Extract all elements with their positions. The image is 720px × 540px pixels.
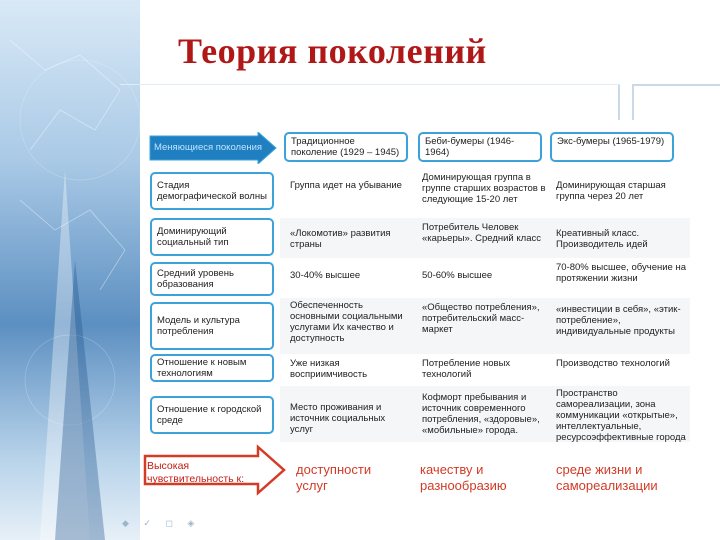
table-cell: Обеспеченность основными социальными услугами Их качество и доступность <box>290 300 403 344</box>
table-cell: Потребитель Человек «карьеры». Средний класс <box>422 222 541 244</box>
table-cell: Уже низкая восприимчивость <box>290 358 368 380</box>
table-cell: 30-40% высшее <box>290 270 361 281</box>
table-cell: «Общество потребления», потребительский масс-маркет <box>422 302 540 335</box>
generation-header-ex-boomers: Экс-бумеры (1965-1979) <box>550 132 674 162</box>
sensitivity-value: доступности услуг <box>296 462 372 493</box>
table-cell: Доминирующая группа в группе старших возрастов в следующие 15-20 лет <box>422 172 546 205</box>
generation-header-baby-boomers: Беби-бумеры (1946-1964) <box>418 132 542 162</box>
table-cell: Место проживания и источник социальных услуг <box>290 402 386 435</box>
row-label-social-type: Доминирующий социальный тип <box>150 218 274 256</box>
table-cell: Доминирующая старшая группа через 20 лет <box>556 180 666 202</box>
sensitivity-value: среде жизни и самореализации <box>556 462 658 493</box>
decor-line <box>632 84 720 86</box>
sensitivity-label: Высокая чувствительность к: <box>147 460 245 485</box>
table-cell: Потребление новых технологий <box>422 358 511 380</box>
table-cell: «инвестиции в себя», «этик-потребление», индивидуальные продукты <box>556 304 681 337</box>
table-cell: Производство технологий <box>556 358 670 369</box>
table-cell: Кофморт пребывания и источник современного потребления, «здоровые», «мобильные» города. <box>422 392 540 436</box>
row-label-education: Средний уровень образования <box>150 262 274 296</box>
table-cell: Креативный класс. Производитель идей <box>556 228 648 250</box>
decorative-background <box>0 0 140 540</box>
decor-line <box>120 84 620 85</box>
row-label-urban: Отношение к городской среде <box>150 396 274 434</box>
row-label-technologies: Отношение к новым технологиям <box>150 354 274 382</box>
header-label: Меняющиеся поколения <box>154 142 263 153</box>
decor-line <box>632 84 634 120</box>
sensitivity-value: качеству и разнообразию <box>420 462 507 493</box>
table-cell: Пространство самореализации, зона коммуникации «открытые», интеллектуальные, ресурсоэффективные города <box>556 388 686 443</box>
row-label-demographic: Стадия демографической волны <box>150 172 274 210</box>
decor-line <box>618 84 620 120</box>
row-label-consumption: Модель и культура потребления <box>150 302 274 350</box>
footer-navigation-icons[interactable]: ◆ ✓ ◻ ◈ <box>122 518 201 528</box>
table-cell: Группа идет на убывание <box>290 180 402 191</box>
table-cell: 70-80% высшее, обучение на протяжении жизни <box>556 262 686 284</box>
table-cell: «Локомотив» развития страны <box>290 228 391 250</box>
page-title: Теория поколений <box>178 31 487 71</box>
constellation-graphic <box>0 0 140 540</box>
table-cell: 50-60% высшее <box>422 270 493 281</box>
generation-header-traditional: Традиционное поколение (1929 – 1945) <box>284 132 408 162</box>
